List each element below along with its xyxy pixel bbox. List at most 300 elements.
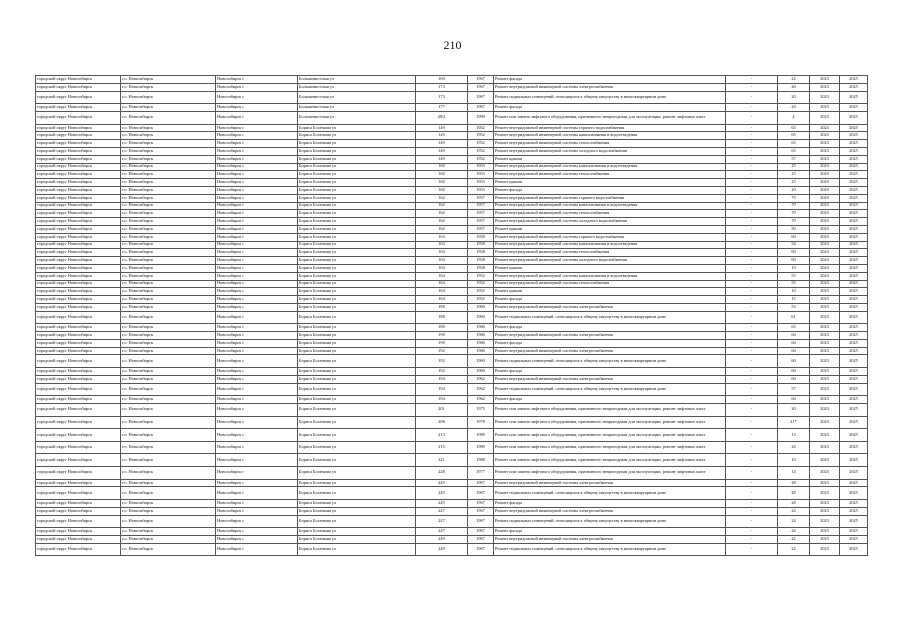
settlement-cell: Новосибирск г <box>216 249 298 257</box>
apartments-cell: 22 <box>778 543 810 556</box>
settlement-cell: Новосибирск г <box>216 124 298 132</box>
street-cell: Бориса Богаткова ул <box>298 155 416 163</box>
table-row <box>36 303 868 311</box>
apartments-cell: 65 <box>778 124 810 132</box>
year-start-cell: 2023 <box>810 225 840 233</box>
settlement-cell: Новосибирск г <box>216 536 298 544</box>
table-row <box>36 194 868 202</box>
table-row <box>36 383 868 396</box>
house-number-cell: 149 <box>416 124 468 132</box>
price-cell: - <box>726 202 778 210</box>
street-cell: Бориса Богаткова ул <box>298 416 416 429</box>
table-row <box>36 140 868 148</box>
repair-program-table <box>35 75 868 556</box>
settlement-cell: Новосибирск г <box>216 375 298 383</box>
table-row <box>36 288 868 296</box>
street-cell: Бориса Богаткова ул <box>298 368 416 376</box>
work-type-cell: Ремонт фасада <box>494 500 726 508</box>
settlement-cell: Новосибирск г <box>216 347 298 355</box>
year-end-cell: 2025 <box>840 264 868 272</box>
price-cell: - <box>726 91 778 104</box>
house-number-cell: 188 <box>416 324 468 332</box>
work-type-cell: Ремонт или замена лифтового оборудования, признанного непригодным для эксплуатации, ремонт лифтовых шахт <box>494 429 726 442</box>
street-cell: Бориса Богаткова ул <box>298 332 416 340</box>
year-start-cell: 2023 <box>810 147 840 155</box>
year-end-cell: 2025 <box>840 375 868 383</box>
municipality-cell: городской округ Новосибирск <box>36 507 121 515</box>
price-cell: - <box>726 257 778 265</box>
settlement-cell: Новосибирск г <box>216 132 298 140</box>
municipality-cell: городской округ Новосибирск <box>36 264 121 272</box>
build-year-cell: 1989 <box>468 441 494 454</box>
municipality-cell: городской округ Новосибирск <box>36 280 121 288</box>
work-type-cell: Ремонт или замена лифтового оборудования, признанного непригодным для эксплуатации, ремонт лифтовых шахт <box>494 454 726 467</box>
year-start-cell: 2023 <box>810 515 840 528</box>
build-year-cell: 1960 <box>468 332 494 340</box>
year-start-cell: 2023 <box>810 179 840 187</box>
table-row <box>36 536 868 544</box>
price-cell: - <box>726 233 778 241</box>
build-year-cell: 1967 <box>468 543 494 556</box>
build-year-cell: 1953 <box>468 171 494 179</box>
district-cell: г.о. Новосибирск <box>121 288 216 296</box>
price-cell: - <box>726 507 778 515</box>
work-type-cell: Ремонт фасада <box>494 339 726 347</box>
year-start-cell: 2023 <box>810 479 840 487</box>
price-cell: - <box>726 179 778 187</box>
work-type-cell: Ремонт внутридомовой инженерной системы электроснабжения <box>494 536 726 544</box>
house-number-cell: 245 <box>416 479 468 487</box>
municipality-cell: городской округ Новосибирск <box>36 210 121 218</box>
work-type-cell: Ремонт подвальных помещений, относящихся к общему имуществу в многоквартирном доме <box>494 487 726 500</box>
price-cell: - <box>726 171 778 179</box>
settlement-cell: Новосибирск г <box>216 264 298 272</box>
year-start-cell: 2023 <box>810 296 840 304</box>
work-type-cell: Ремонт внутридомовой инженерной системы электроснабжения <box>494 479 726 487</box>
settlement-cell: Новосибирск г <box>216 104 298 112</box>
house-number-cell: 160 <box>416 163 468 171</box>
settlement-cell: Новосибирск г <box>216 179 298 187</box>
apartments-cell: 65 <box>778 140 810 148</box>
work-type-cell: Ремонт внутридомовой инженерной системы холодного водоснабжения <box>494 147 726 155</box>
house-number-cell: 173 <box>416 91 468 104</box>
house-number-cell: 188 <box>416 303 468 311</box>
apartments-cell: 10 <box>778 288 810 296</box>
street-cell: Бориса Богаткова ул <box>298 163 416 171</box>
house-number-cell: 173 <box>416 83 468 91</box>
apartments-cell: 60 <box>778 375 810 383</box>
work-type-cell: Ремонт подвальных помещений, относящихся к общему имуществу в многоквартирном доме <box>494 91 726 104</box>
year-end-cell: 2025 <box>840 218 868 226</box>
settlement-cell: Новосибирск г <box>216 339 298 347</box>
build-year-cell: 1975 <box>468 404 494 417</box>
table-row <box>36 225 868 233</box>
year-end-cell: 2025 <box>840 249 868 257</box>
street-cell: Бориса Богаткова ул <box>298 264 416 272</box>
district-cell: г.о. Новосибирск <box>121 218 216 226</box>
house-number-cell: 164 <box>416 296 468 304</box>
house-number-cell: 177 <box>416 104 468 112</box>
year-end-cell: 2025 <box>840 140 868 148</box>
price-cell: - <box>726 404 778 417</box>
apartments-cell: 24 <box>778 441 810 454</box>
apartments-cell: 54 <box>778 241 810 249</box>
municipality-cell: городской округ Новосибирск <box>36 528 121 536</box>
year-end-cell: 2025 <box>840 339 868 347</box>
work-type-cell: Ремонт внутридомовой инженерной системы горячего водоснабжения <box>494 194 726 202</box>
year-start-cell: 2023 <box>810 429 840 442</box>
build-year-cell: 1988 <box>468 454 494 467</box>
work-type-cell: Ремонт внутридомовой инженерной системы электроснабжения <box>494 332 726 340</box>
district-cell: г.о. Новосибирск <box>121 536 216 544</box>
settlement-cell: Новосибирск г <box>216 91 298 104</box>
municipality-cell: городской округ Новосибирск <box>36 233 121 241</box>
municipality-cell: городской округ Новосибирск <box>36 467 121 480</box>
apartments-cell: 65 <box>778 324 810 332</box>
year-end-cell: 2025 <box>840 355 868 368</box>
district-cell: г.о. Новосибирск <box>121 404 216 417</box>
year-start-cell: 2023 <box>810 339 840 347</box>
settlement-cell: Новосибирск г <box>216 257 298 265</box>
settlement-cell: Новосибирск г <box>216 202 298 210</box>
house-number-cell: 163 <box>416 233 468 241</box>
table-row <box>36 500 868 508</box>
year-start-cell: 2023 <box>810 404 840 417</box>
build-year-cell: 1953 <box>468 163 494 171</box>
municipality-cell: городской округ Новосибирск <box>36 202 121 210</box>
price-cell: - <box>726 396 778 404</box>
build-year-cell: 1960 <box>468 355 494 368</box>
work-type-cell: Ремонт фасада <box>494 296 726 304</box>
work-type-cell: Ремонт крыши <box>494 288 726 296</box>
build-year-cell: 1958 <box>468 233 494 241</box>
table-row <box>36 404 868 417</box>
apartments-cell: 24 <box>778 515 810 528</box>
work-type-cell: Ремонт фасада <box>494 396 726 404</box>
table-row <box>36 210 868 218</box>
street-cell: Бориса Богаткова ул <box>298 241 416 249</box>
settlement-cell: Новосибирск г <box>216 147 298 155</box>
municipality-cell: городской округ Новосибирск <box>36 124 121 132</box>
settlement-cell: Новосибирск г <box>216 324 298 332</box>
table-row <box>36 368 868 376</box>
table-row <box>36 202 868 210</box>
municipality-cell: городской округ Новосибирск <box>36 500 121 508</box>
table-row <box>36 218 868 226</box>
price-cell: - <box>726 500 778 508</box>
work-type-cell: Ремонт крыши <box>494 264 726 272</box>
work-type-cell: Ремонт фасада <box>494 76 726 84</box>
municipality-cell: городской округ Новосибирск <box>36 441 121 454</box>
municipality-cell: городской округ Новосибирск <box>36 163 121 171</box>
house-number-cell: 149 <box>416 132 468 140</box>
price-cell: - <box>726 347 778 355</box>
district-cell: г.о. Новосибирск <box>121 111 216 124</box>
district-cell: г.о. Новосибирск <box>121 233 216 241</box>
settlement-cell: Новосибирск г <box>216 332 298 340</box>
apartments-cell: 53 <box>778 303 810 311</box>
year-end-cell: 2025 <box>840 467 868 480</box>
build-year-cell: 1952 <box>468 140 494 148</box>
table-row <box>36 249 868 257</box>
apartments-cell: 60 <box>778 332 810 340</box>
street-cell: Бориса Богаткова ул <box>298 179 416 187</box>
table-row <box>36 179 868 187</box>
price-cell: - <box>726 155 778 163</box>
district-cell: г.о. Новосибирск <box>121 241 216 249</box>
settlement-cell: Новосибирск г <box>216 233 298 241</box>
work-type-cell: Ремонт или замена лифтового оборудования, признанного непригодным для эксплуатации, ремонт лифтовых шахт <box>494 416 726 429</box>
street-cell: Бориса Богаткова ул <box>298 515 416 528</box>
settlement-cell: Новосибирск г <box>216 543 298 556</box>
district-cell: г.о. Новосибирск <box>121 163 216 171</box>
street-cell: Бориса Богаткова ул <box>298 500 416 508</box>
apartments-cell: 60 <box>778 233 810 241</box>
year-start-cell: 2023 <box>810 264 840 272</box>
house-number-cell: 194 <box>416 396 468 404</box>
district-cell: г.о. Новосибирск <box>121 441 216 454</box>
street-cell: Бориса Богаткова ул <box>298 249 416 257</box>
table-row <box>36 396 868 404</box>
house-number-cell: 160 <box>416 186 468 194</box>
price-cell: - <box>726 225 778 233</box>
municipality-cell: городской округ Новосибирск <box>36 272 121 280</box>
build-year-cell: 1967 <box>468 487 494 500</box>
apartments-cell: 60 <box>778 396 810 404</box>
municipality-cell: городской округ Новосибирск <box>36 132 121 140</box>
price-cell: - <box>726 218 778 226</box>
work-type-cell: Ремонт внутридомовой инженерной системы электроснабжения <box>494 375 726 383</box>
district-cell: г.о. Новосибирск <box>121 249 216 257</box>
build-year-cell: 1999 <box>468 111 494 124</box>
table-row <box>36 332 868 340</box>
street-cell: Бориса Богаткова ул <box>298 132 416 140</box>
work-type-cell: Ремонт подвальных помещений, относящихся к общему имуществу в многоквартирном доме <box>494 543 726 556</box>
house-number-cell: 163 <box>416 264 468 272</box>
build-year-cell: 1967 <box>468 500 494 508</box>
year-start-cell: 2023 <box>810 233 840 241</box>
house-number-cell: 48/2 <box>416 111 468 124</box>
work-type-cell: Ремонт внутридомовой инженерной системы теплоснабжения <box>494 249 726 257</box>
year-end-cell: 2025 <box>840 179 868 187</box>
municipality-cell: городской округ Новосибирск <box>36 241 121 249</box>
build-year-cell: 1960 <box>468 339 494 347</box>
district-cell: г.о. Новосибирск <box>121 396 216 404</box>
apartments-cell: 60 <box>778 368 810 376</box>
build-year-cell: 1967 <box>468 528 494 536</box>
settlement-cell: Новосибирск г <box>216 218 298 226</box>
settlement-cell: Новосибирск г <box>216 296 298 304</box>
district-cell: г.о. Новосибирск <box>121 210 216 218</box>
house-number-cell: 192 <box>416 347 468 355</box>
district-cell: г.о. Новосибирск <box>121 332 216 340</box>
year-end-cell: 2025 <box>840 332 868 340</box>
year-end-cell: 2025 <box>840 383 868 396</box>
build-year-cell: 1967 <box>468 536 494 544</box>
municipality-cell: городской округ Новосибирск <box>36 225 121 233</box>
year-end-cell: 2025 <box>840 429 868 442</box>
price-cell: - <box>726 83 778 91</box>
municipality-cell: городской округ Новосибирск <box>36 454 121 467</box>
table-row <box>36 543 868 556</box>
municipality-cell: городской округ Новосибирск <box>36 186 121 194</box>
municipality-cell: городской округ Новосибирск <box>36 479 121 487</box>
street-cell: Бориса Богаткова ул <box>298 296 416 304</box>
house-number-cell: 206 <box>416 416 468 429</box>
apartments-cell: 20 <box>778 91 810 104</box>
street-cell: Бориса Богаткова ул <box>298 339 416 347</box>
table-row <box>36 375 868 383</box>
street-cell: Бориса Богаткова ул <box>298 147 416 155</box>
house-number-cell: 201 <box>416 404 468 417</box>
house-number-cell: 194 <box>416 375 468 383</box>
apartments-cell: 60 <box>778 355 810 368</box>
price-cell: - <box>726 210 778 218</box>
settlement-cell: Новосибирск г <box>216 500 298 508</box>
house-number-cell: 169 <box>416 76 468 84</box>
district-cell: г.о. Новосибирск <box>121 515 216 528</box>
year-start-cell: 2023 <box>810 332 840 340</box>
table-body <box>36 76 868 556</box>
table-row <box>36 528 868 536</box>
district-cell: г.о. Новосибирск <box>121 383 216 396</box>
year-start-cell: 2023 <box>810 91 840 104</box>
work-type-cell: Ремонт внутридомовой инженерной системы электроснабжения <box>494 303 726 311</box>
municipality-cell: городской округ Новосибирск <box>36 416 121 429</box>
district-cell: г.о. Новосибирск <box>121 479 216 487</box>
street-cell: Бориса Богаткова ул <box>298 536 416 544</box>
year-start-cell: 2023 <box>810 454 840 467</box>
build-year-cell: 1960 <box>468 324 494 332</box>
work-type-cell: Ремонт подвальных помещений, относящихся к общему имуществу в многоквартирном доме <box>494 515 726 528</box>
apartments-cell: 4 <box>778 111 810 124</box>
work-type-cell: Ремонт внутридомовой инженерной системы теплоснабжения <box>494 210 726 218</box>
year-end-cell: 2025 <box>840 163 868 171</box>
settlement-cell: Новосибирск г <box>216 416 298 429</box>
year-end-cell: 2025 <box>840 280 868 288</box>
district-cell: г.о. Новосибирск <box>121 272 216 280</box>
year-end-cell: 2025 <box>840 111 868 124</box>
apartments-cell: 65 <box>778 132 810 140</box>
district-cell: г.о. Новосибирск <box>121 543 216 556</box>
table-row <box>36 347 868 355</box>
year-start-cell: 2023 <box>810 124 840 132</box>
build-year-cell: 1957 <box>468 210 494 218</box>
district-cell: г.о. Новосибирск <box>121 124 216 132</box>
district-cell: г.о. Новосибирск <box>121 264 216 272</box>
table-row <box>36 280 868 288</box>
year-end-cell: 2025 <box>840 202 868 210</box>
district-cell: г.о. Новосибирск <box>121 507 216 515</box>
year-start-cell: 2023 <box>810 311 840 324</box>
settlement-cell: Новосибирск г <box>216 368 298 376</box>
district-cell: г.о. Новосибирск <box>121 416 216 429</box>
price-cell: - <box>726 311 778 324</box>
year-start-cell: 2023 <box>810 155 840 163</box>
municipality-cell: городской округ Новосибирск <box>36 218 121 226</box>
year-start-cell: 2023 <box>810 186 840 194</box>
apartments-cell: 28 <box>778 479 810 487</box>
build-year-cell: 1957 <box>468 225 494 233</box>
year-end-cell: 2025 <box>840 347 868 355</box>
table-row <box>36 171 868 179</box>
settlement-cell: Новосибирск г <box>216 171 298 179</box>
price-cell: - <box>726 324 778 332</box>
apartments-cell: 60 <box>778 257 810 265</box>
year-end-cell: 2025 <box>840 515 868 528</box>
year-end-cell: 2025 <box>840 233 868 241</box>
municipality-cell: городской округ Новосибирск <box>36 429 121 442</box>
table-row <box>36 487 868 500</box>
year-start-cell: 2023 <box>810 249 840 257</box>
street-cell: Бориса Богаткова ул <box>298 124 416 132</box>
year-start-cell: 2023 <box>810 396 840 404</box>
table-row <box>36 339 868 347</box>
work-type-cell: Ремонт внутридомовой инженерной системы электроснабжения <box>494 507 726 515</box>
year-start-cell: 2023 <box>810 76 840 84</box>
apartments-cell: 70 <box>778 202 810 210</box>
year-start-cell: 2023 <box>810 194 840 202</box>
year-end-cell: 2025 <box>840 104 868 112</box>
year-end-cell: 2025 <box>840 324 868 332</box>
settlement-cell: Новосибирск г <box>216 280 298 288</box>
work-type-cell: Ремонт подвальных помещений, относящихся к общему имуществу в многоквартирном доме <box>494 383 726 396</box>
year-end-cell: 2025 <box>840 272 868 280</box>
apartments-cell: 20 <box>778 404 810 417</box>
apartments-cell: 55 <box>778 280 810 288</box>
build-year-cell: 1989 <box>468 429 494 442</box>
municipality-cell: городской округ Новосибирск <box>36 368 121 376</box>
year-start-cell: 2023 <box>810 210 840 218</box>
year-end-cell: 2025 <box>840 441 868 454</box>
settlement-cell: Новосибирск г <box>216 272 298 280</box>
year-start-cell: 2023 <box>810 280 840 288</box>
house-number-cell: 247 <box>416 528 468 536</box>
street-cell: Бориса Богаткова ул <box>298 210 416 218</box>
year-start-cell: 2023 <box>810 355 840 368</box>
price-cell: - <box>726 543 778 556</box>
work-type-cell: Ремонт внутридомовой инженерной системы теплоснабжения <box>494 140 726 148</box>
municipality-cell: городской округ Новосибирск <box>36 83 121 91</box>
street-cell: Большевистская ул <box>298 76 416 84</box>
house-number-cell: 149 <box>416 155 468 163</box>
year-end-cell: 2025 <box>840 83 868 91</box>
municipality-cell: городской округ Новосибирск <box>36 194 121 202</box>
apartments-cell: 60 <box>778 347 810 355</box>
price-cell: - <box>726 355 778 368</box>
price-cell: - <box>726 515 778 528</box>
street-cell: Бориса Богаткова ул <box>298 194 416 202</box>
municipality-cell: городской округ Новосибирск <box>36 104 121 112</box>
house-number-cell: 160 <box>416 171 468 179</box>
build-year-cell: 1958 <box>468 264 494 272</box>
house-number-cell: 190 <box>416 339 468 347</box>
year-start-cell: 2023 <box>810 171 840 179</box>
table-row <box>36 83 868 91</box>
municipality-cell: городской округ Новосибирск <box>36 147 121 155</box>
district-cell: г.о. Новосибирск <box>121 104 216 112</box>
year-end-cell: 2025 <box>840 487 868 500</box>
year-end-cell: 2025 <box>840 132 868 140</box>
apartments-cell: 60 <box>778 339 810 347</box>
municipality-cell: городской округ Новосибирск <box>36 324 121 332</box>
street-cell: Бориса Богаткова ул <box>298 225 416 233</box>
district-cell: г.о. Новосибирск <box>121 324 216 332</box>
apartments-cell: 10 <box>778 454 810 467</box>
year-end-cell: 2025 <box>840 454 868 467</box>
street-cell: Бориса Богаткова ул <box>298 487 416 500</box>
district-cell: г.о. Новосибирск <box>121 303 216 311</box>
